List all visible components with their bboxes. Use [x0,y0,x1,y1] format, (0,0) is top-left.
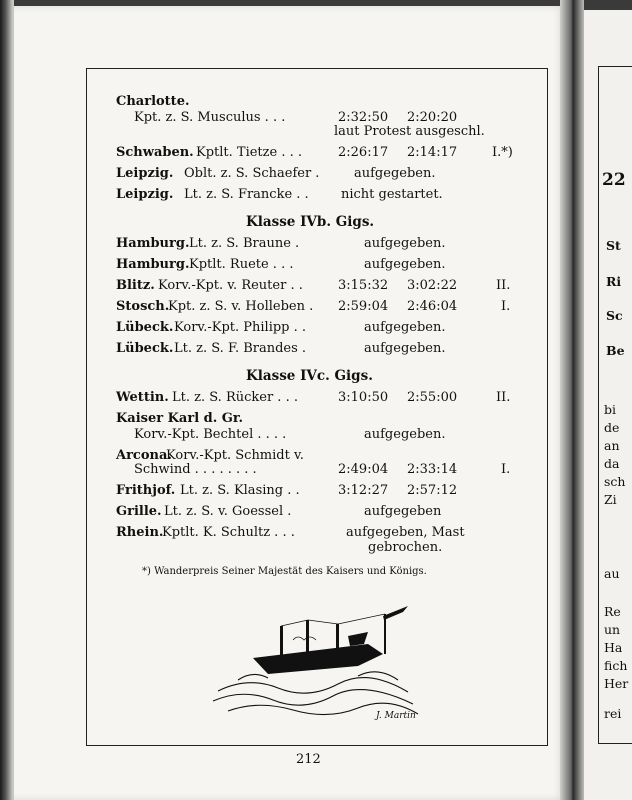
time-2: 3:02:22 [407,278,458,293]
book-gutter [560,0,584,800]
time-1: 3:10:50 [338,390,389,405]
right-fragment: un [604,622,621,637]
ship-name: Lübeck. [116,341,174,356]
ship-illustration [208,596,428,726]
skipper: Kpt. z. S. Musculus . . . [134,110,286,125]
rank: I.*) [492,145,513,160]
skipper: Kptlt. K. Schultz . . . [162,525,295,540]
time-1: 2:49:04 [338,462,389,477]
protest-note: laut Protest ausgeschl. [334,124,485,139]
rank: II. [496,278,511,293]
skipper: Lt. z. S. Klasing . . [180,483,300,498]
rank: I. [501,462,511,477]
time-2: 2:20:20 [407,110,458,125]
ship-name: Frithjof. [116,483,176,498]
ship-name: Arcona. [116,448,172,463]
time-1: 2:26:17 [338,145,389,160]
status: aufgegeben, Mast [346,525,465,540]
status: aufgegeben. [364,257,446,272]
time-2: 2:46:04 [407,299,458,314]
right-fragment: Be [606,343,625,358]
entry-charlotte [116,94,190,110]
right-fragment: de [604,420,620,435]
time-2: 2:14:17 [407,145,458,160]
time-2: 2:57:12 [407,483,458,498]
skipper: Lt. z. S. Rücker . . . [172,390,298,405]
ship-name: Charlotte. [116,94,190,109]
status: aufgegeben. [354,166,436,181]
status: aufgegeben. [364,320,446,335]
class-heading: Klasse IVc. Gigs. [246,368,373,384]
right-fragment: 22 [602,170,626,190]
right-fragment: bi [604,402,616,417]
skipper: Lt. z. S. F. Brandes . [174,341,307,356]
ship-name: Hamburg. [116,236,190,251]
time-1: 3:12:27 [338,483,389,498]
right-fragment: Re [604,604,621,619]
ship-name: Lübeck. [116,320,174,335]
skipper: Lt. z. S. Braune . [189,236,300,251]
ship-name: Stosch. [116,299,170,314]
right-fragment: sch [604,474,626,489]
status: aufgegeben. [364,236,446,251]
signature: J. Martin [376,711,416,721]
ship-name: Schwaben. [116,145,194,160]
skipper-cont: Schwind . . . . . . . . [134,462,257,477]
ship-name: Grille. [116,504,162,519]
rank: I. [501,299,511,314]
class-heading: Klasse IVb. Gigs. [246,214,375,230]
right-fragment: Zi [604,492,617,507]
skipper: Kpt. z. S. v. Holleben . [168,299,314,314]
right-fragment: Ri [606,274,622,289]
right-fragment: fich [604,658,628,673]
status-cont: gebrochen. [368,540,443,555]
skipper: Korv.-Kpt. Philipp . . [174,320,307,335]
ship-name: Wettin. [116,390,169,405]
right-fragment: au [604,566,620,581]
skipper: Kptlt. Ruete . . . [189,257,294,272]
time-1: 2:32:50 [338,110,389,125]
time-2: 2:55:00 [407,390,458,405]
ship-name: Blitz. [116,278,155,293]
skipper: Lt. z. S. v. Goessel . [164,504,292,519]
skipper: Kptlt. Tietze . . . [196,145,302,160]
right-fragment: rei [604,706,622,721]
skipper: Korv.-Kpt. Bechtel . . . . [134,427,287,442]
right-fragment: an [604,438,620,453]
skipper: Lt. z. S. Francke . . [184,187,309,202]
time-2: 2:33:14 [407,462,458,477]
status: aufgegeben [364,504,442,519]
ship-name: Leipzig. [116,166,174,181]
rank: II. [496,390,511,405]
time-1: 3:15:32 [338,278,389,293]
footnote: *) Wanderpreis Seiner Majestät des Kaisers und Königs. [142,566,427,577]
time-1: 2:59:04 [338,299,389,314]
status: aufgegeben. [364,427,446,442]
skipper: Oblt. z. S. Schaefer . [184,166,320,181]
status: aufgegeben. [364,341,446,356]
page-number: 212 [296,752,321,767]
right-fragment: Her [604,676,629,691]
right-fragment: St [606,238,621,253]
ship-name: Leipzig. [116,187,174,202]
right-fragment: Sc [606,308,623,323]
ship-name: Hamburg. [116,257,190,272]
skipper: Korv.-Kpt. Schmidt v. [166,448,304,463]
skipper: Korv.-Kpt. v. Reuter . . [158,278,303,293]
book-edge [0,0,14,800]
ship-name: Kaiser Karl d. Gr. [116,411,244,426]
ship-name: Rhein. [116,525,164,540]
right-fragment: da [604,456,620,471]
status: nicht gestartet. [341,187,443,202]
right-fragment: Ha [604,640,623,655]
